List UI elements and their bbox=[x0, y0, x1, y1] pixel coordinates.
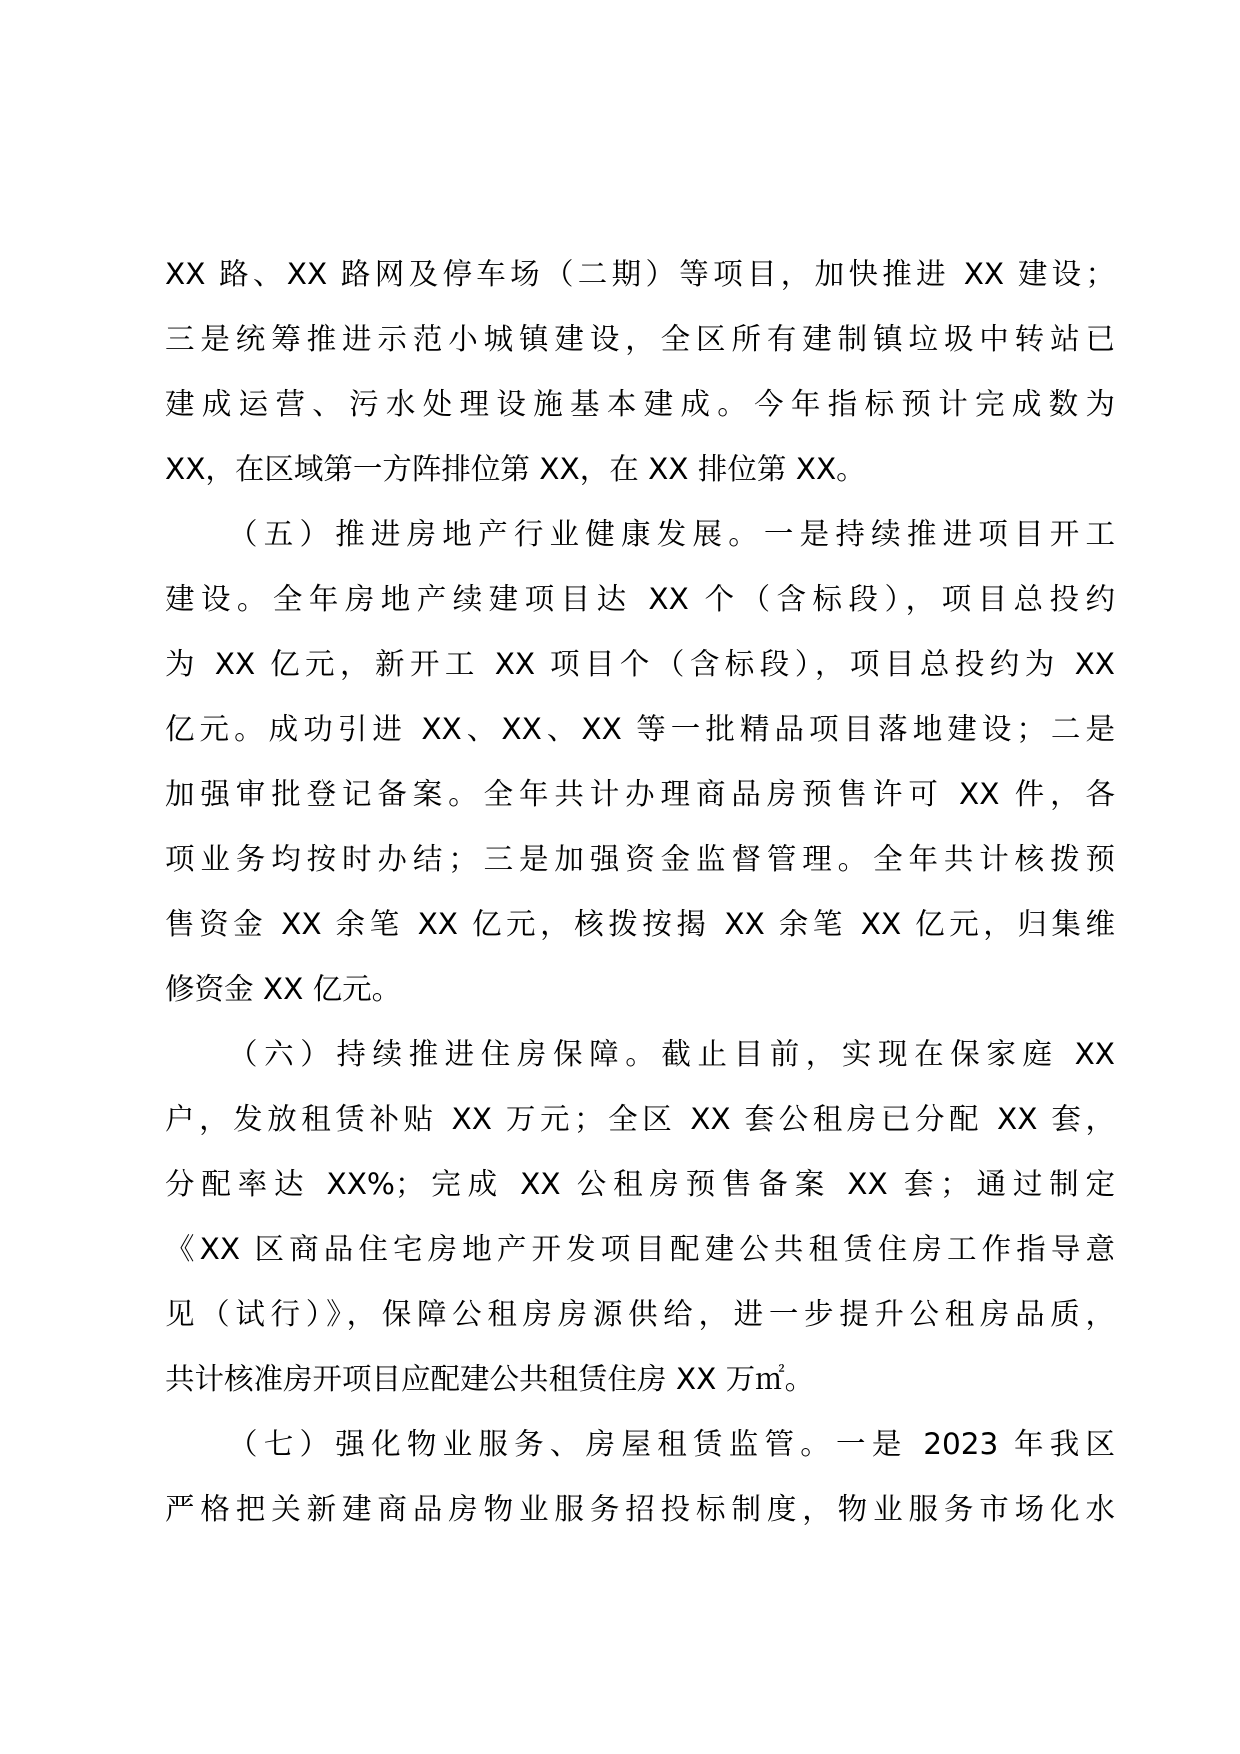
text-line: 三是统筹推进示范小城镇建设，全区所有建制镇垃圾中转站已 bbox=[165, 322, 1115, 356]
text-line: 建设。全年房地产续建项目达 XX 个（含标段），项目总投约 bbox=[165, 582, 1115, 616]
text-line: 项业务均按时办结；三是加强资金监督管理。全年共计核拨预 bbox=[165, 842, 1115, 876]
section-heading-line: （七）强化物业服务、房屋租赁监管。一是 2023 年我区 bbox=[228, 1427, 1115, 1461]
text-line: 建成运营、污水处理设施基本建成。今年指标预计完成数为 bbox=[165, 387, 1115, 421]
text-line: 修资金 XX 亿元。 bbox=[165, 972, 402, 1006]
text-line: 户，发放租赁补贴 XX 万元；全区 XX 套公租房已分配 XX 套， bbox=[165, 1102, 1115, 1136]
text-line: 见（试行）》，保障公租房房源供给，进一步提升公租房品质， bbox=[165, 1297, 1115, 1331]
text-line: XX 路、XX 路网及停车场（二期）等项目，加快推进 XX 建设； bbox=[165, 257, 1115, 291]
text-line: 售资金 XX 余笔 XX 亿元，核拨按揭 XX 余笔 XX 亿元，归集维 bbox=[165, 907, 1115, 941]
text-line: XX，在区域第一方阵排位第 XX，在 XX 排位第 XX。 bbox=[165, 452, 866, 486]
text-line: 加强审批登记备案。全年共计办理商品房预售许可 XX 件，各 bbox=[165, 777, 1115, 811]
document-body bbox=[165, 242, 1115, 1542]
text-line: 亿元。成功引进 XX、XX、XX 等一批精品项目落地建设；二是 bbox=[165, 712, 1115, 746]
text-line: 分配率达 XX%；完成 XX 公租房预售备案 XX 套；通过制定 bbox=[165, 1167, 1115, 1201]
text-line: 严格把关新建商品房物业服务招投标制度，物业服务市场化水 bbox=[165, 1492, 1115, 1526]
text-line: 《XX 区商品住宅房地产开发项目配建公共租赁住房工作指导意 bbox=[165, 1232, 1115, 1266]
section-heading-line: （六）持续推进住房保障。截止目前，实现在保家庭 XX bbox=[228, 1037, 1115, 1071]
text-line: 共计核准房开项目应配建公共租赁住房 XX 万㎡。 bbox=[165, 1362, 815, 1396]
section-heading-line: （五）推进房地产行业健康发展。一是持续推进项目开工 bbox=[228, 517, 1115, 551]
text-line: 为 XX 亿元，新开工 XX 项目个（含标段），项目总投约为 XX bbox=[165, 647, 1115, 681]
